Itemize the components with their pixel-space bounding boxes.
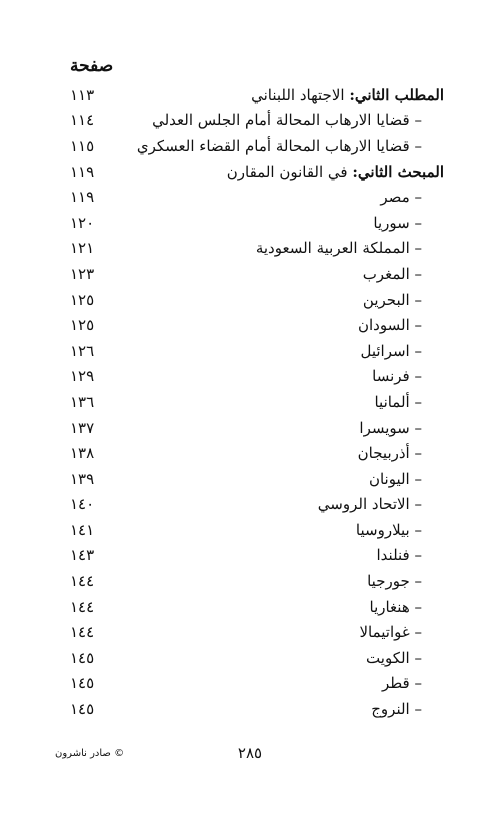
toc-entry xyxy=(70,364,444,390)
toc-entry-page: ١٤٣ xyxy=(70,546,95,565)
toc-entry-page: ١٣٧ xyxy=(70,418,95,437)
toc-entry xyxy=(70,492,444,518)
toc-entry xyxy=(70,312,444,338)
toc-entry-text: – قضايا الارهاب المحالة أمام القضاء العسكري xyxy=(136,136,422,155)
toc-entry-title xyxy=(152,111,422,129)
toc-entry-page: ١٢٠ xyxy=(70,213,95,232)
toc-entry-page: ١٢٥ xyxy=(70,316,95,335)
toc-entry-text: – سوريا xyxy=(373,213,422,232)
toc-entry xyxy=(70,338,444,364)
toc-entry-text: – المغرب xyxy=(362,264,422,283)
toc-entry xyxy=(70,543,444,569)
toc-entry-title xyxy=(137,137,422,155)
toc-entry xyxy=(70,133,444,159)
toc-entry-text: – قطر xyxy=(381,674,422,693)
toc-entry xyxy=(70,671,444,697)
toc-entry-title xyxy=(358,316,422,334)
toc-entry xyxy=(70,184,444,210)
toc-entry xyxy=(70,261,444,287)
toc-entry-page: ١١٩ xyxy=(70,188,95,207)
toc-entry-text: – جورجيا xyxy=(367,572,422,591)
toc-entry-page: ١٤٤ xyxy=(70,597,95,616)
toc-entry-title xyxy=(380,188,422,206)
toc-entry-title xyxy=(356,521,422,539)
toc-entry-text: – فنلندا xyxy=(376,546,422,565)
toc-entry-text: الاجتهاد اللبناني xyxy=(251,85,350,104)
toc-entry-page: ١٤٠ xyxy=(70,495,95,514)
toc-entry-title xyxy=(372,367,422,385)
toc-entry-page: ١٤٥ xyxy=(70,700,95,719)
toc-entry-title xyxy=(377,546,423,564)
toc-entry-title xyxy=(371,700,422,718)
toc-entry xyxy=(70,594,444,620)
toc-entry-text: – المملكة العربية السعودية xyxy=(255,239,422,258)
toc-entry-title xyxy=(358,444,422,462)
toc-entry-page: ١٣٦ xyxy=(70,392,95,411)
toc-entry xyxy=(70,82,444,108)
toc-entry-page: ١٢٦ xyxy=(70,341,95,360)
toc-entry-page: ١٣٩ xyxy=(70,469,95,488)
toc-entry-text: في القانون المقارن xyxy=(226,162,353,181)
toc-entry-text: – ألمانيا xyxy=(374,392,422,411)
toc-entry xyxy=(70,645,444,671)
toc-entry-page: ١١٩ xyxy=(70,162,95,181)
toc-entry xyxy=(70,159,444,185)
toc-entry-page: ١٤١ xyxy=(70,520,95,539)
toc-entry-page: ١٤٤ xyxy=(70,623,95,642)
toc-entry-page: ١٢٥ xyxy=(70,290,95,309)
toc-entry-title xyxy=(227,163,444,181)
toc-entry-page: ١٣٨ xyxy=(70,444,95,463)
toc-entry xyxy=(70,440,444,466)
toc-entry-page: ١١٣ xyxy=(70,85,95,104)
toc-entry-text: – البحرين xyxy=(362,290,422,309)
toc-entry-title xyxy=(256,239,422,257)
toc-entry-text: – النروج xyxy=(371,700,422,719)
toc-entry xyxy=(70,517,444,543)
toc-entry-title xyxy=(370,598,423,616)
toc-entry-title xyxy=(318,495,422,513)
toc-entry-title xyxy=(369,470,422,488)
toc-entry-text: – اسرائيل xyxy=(360,341,422,360)
toc-entry-page: ١٢٩ xyxy=(70,367,95,386)
page-column-heading: صفحة xyxy=(70,56,114,76)
toc-entry-heading: المبحث الثاني: xyxy=(352,162,444,181)
toc-entry-text: – الاتحاد الروسي xyxy=(317,495,422,514)
toc-entry-text: – فرنسا xyxy=(372,367,422,386)
toc-entry-title xyxy=(374,393,422,411)
toc-entry-text: – الكويت xyxy=(366,648,422,667)
toc-entry xyxy=(70,619,444,645)
toc-entry-text: – غواتيمالا xyxy=(359,623,422,642)
toc-entry-title xyxy=(359,419,422,437)
toc-entry xyxy=(70,389,444,415)
toc-entry xyxy=(70,108,444,134)
toc-entry-title xyxy=(382,674,422,692)
toc-entry-text: – بيلاروسيا xyxy=(355,520,422,539)
toc-entry-text: – قضايا الارهاب المحالة أمام الجلس العدلي xyxy=(152,111,422,130)
page-number: ٢٨٥ xyxy=(237,744,263,762)
toc-entry xyxy=(70,568,444,594)
toc-entry-text: – هنغاريا xyxy=(369,597,422,616)
toc-entry-page: ١١٤ xyxy=(70,111,95,130)
toc-entry-text: – اليونان xyxy=(368,469,422,488)
toc-entry xyxy=(70,466,444,492)
toc-entry-title xyxy=(363,291,422,309)
toc-entry-page: ١٤٥ xyxy=(70,648,95,667)
toc-entry-title xyxy=(359,623,422,641)
toc-entry xyxy=(70,236,444,262)
toc-entry-text: – سويسرا xyxy=(359,418,422,437)
toc-entry-title xyxy=(251,86,444,104)
toc-entry-title xyxy=(367,572,422,590)
toc-entry-page: ١٤٤ xyxy=(70,572,95,591)
toc-entry-text: – أذربيجان xyxy=(357,444,422,463)
toc-entry xyxy=(70,210,444,236)
table-of-contents xyxy=(70,82,444,722)
toc-entry-page: ١٢١ xyxy=(70,239,95,258)
toc-entry-title xyxy=(373,214,422,232)
toc-entry-page: ١٢٣ xyxy=(70,264,95,283)
toc-entry-title xyxy=(363,265,422,283)
toc-entry-text: – السودان xyxy=(358,316,422,335)
toc-entry-heading: المطلب الثاني: xyxy=(349,85,444,104)
toc-entry-page: ١٤٥ xyxy=(70,674,95,693)
toc-entry xyxy=(70,696,444,722)
toc-entry-text: – مصر xyxy=(380,188,422,207)
toc-entry-title xyxy=(360,342,422,360)
toc-entry xyxy=(70,415,444,441)
toc-entry-page: ١١٥ xyxy=(70,136,95,155)
toc-entry xyxy=(70,287,444,313)
publisher-credit: © صادر ناشرون xyxy=(55,748,125,759)
toc-entry-title xyxy=(366,649,422,667)
